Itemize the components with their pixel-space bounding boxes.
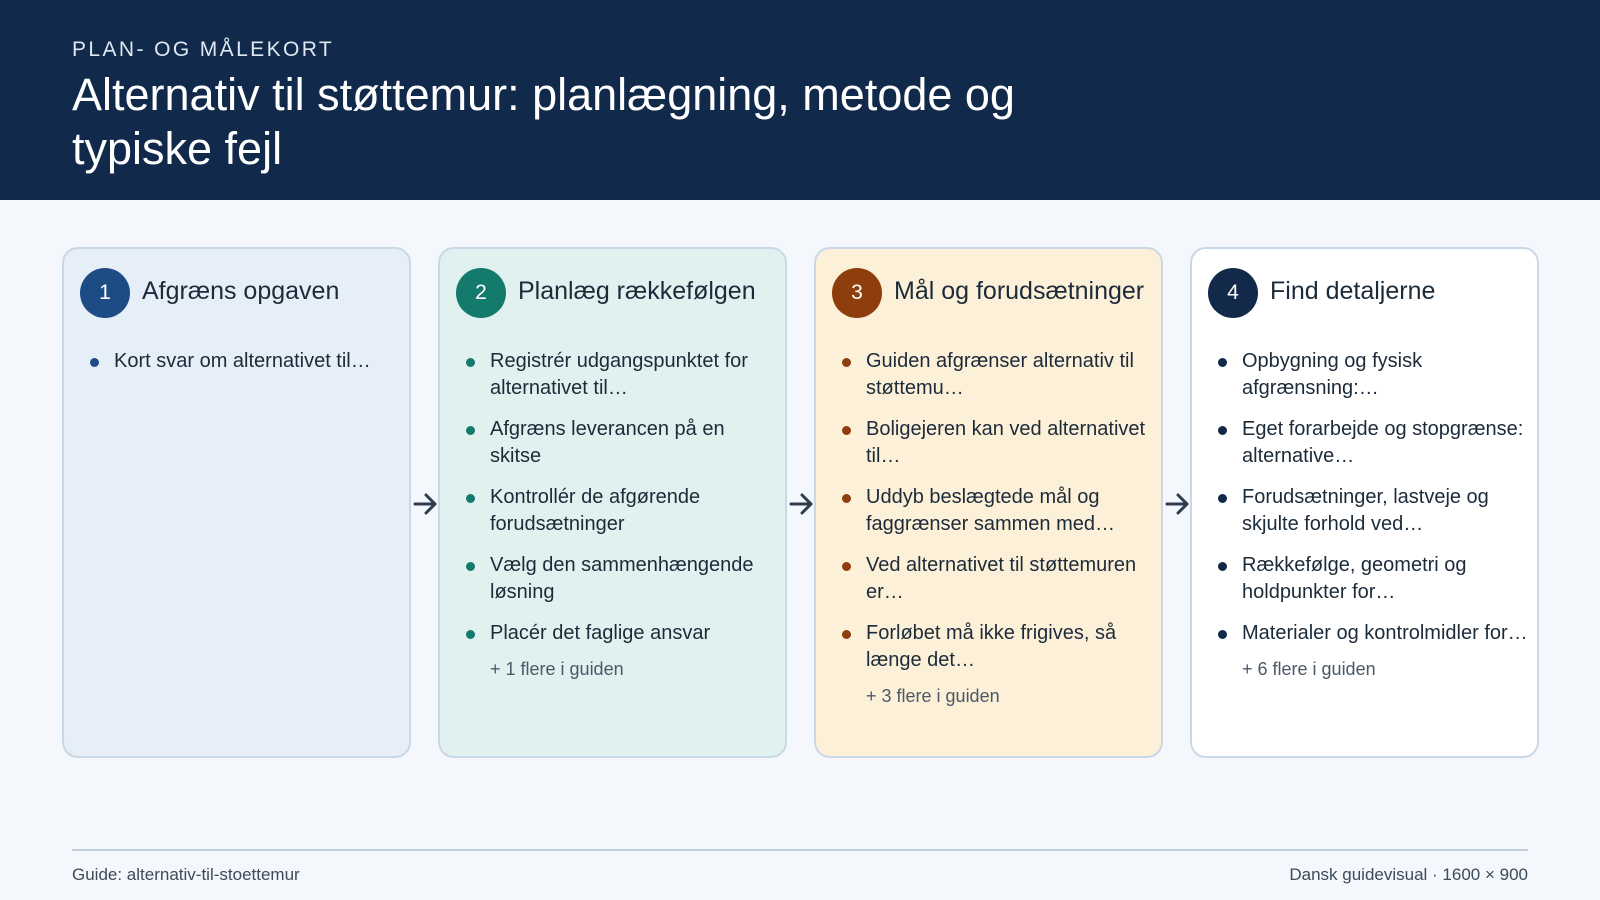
bullet-icon [1218, 494, 1227, 503]
item-text: Forudsætninger, lastveje og skjulte forhold ved… [1242, 486, 1489, 535]
list-item [1218, 620, 1528, 647]
list-item [1218, 484, 1528, 538]
header [0, 0, 1600, 200]
arrow-right-icon [788, 489, 816, 519]
item-text: Guiden afgrænser alternativ til støttemu… [866, 350, 1134, 399]
bullet-icon [842, 630, 851, 639]
step-item-list [90, 348, 400, 389]
list-item [842, 620, 1152, 674]
item-text: Rækkefølge, geometri og holdpunkter for… [1242, 554, 1467, 603]
list-item [1218, 416, 1528, 470]
item-text: Kontrollér de afgørende forudsætninger [490, 486, 701, 535]
bullet-icon [466, 358, 475, 367]
bullet-icon [90, 358, 99, 367]
bullet-icon [466, 630, 475, 639]
more-in-guide-note: + 6 flere i guiden [1242, 659, 1376, 679]
item-text: Kort svar om alternativet til… [114, 350, 371, 372]
step-item-list [466, 348, 776, 680]
item-text: Registrér udgangspunktet for alternativet til… [490, 350, 748, 399]
item-text: Vælg den sammenhængende løsning [490, 554, 754, 603]
bullet-icon [1218, 358, 1227, 367]
item-text: Ved alternativet til støttemuren er… [866, 554, 1137, 603]
arrow-right-icon [412, 489, 440, 519]
bullet-icon [466, 426, 475, 435]
list-item [466, 416, 776, 470]
list-item [466, 552, 776, 606]
item-text: Forløbet må ikke frigives, så længe det… [866, 622, 1117, 671]
step-title: Mål og forudsætninger [894, 277, 1145, 305]
step-number-badge: 4 [1208, 268, 1258, 318]
item-text: Placér det faglige ansvar [490, 622, 711, 644]
step-title: Find detaljerne [1270, 277, 1436, 305]
bullet-icon [1218, 426, 1227, 435]
list-item [842, 552, 1152, 606]
item-text: Eget forarbejde og stopgrænse: alternative… [1242, 418, 1524, 467]
footer-guide-slug: Guide: alternativ-til-stoettemur [72, 865, 300, 884]
bullet-icon [842, 426, 851, 435]
footer-caption: Dansk guidevisual · 1600 × 900 [1289, 865, 1528, 884]
footer-divider [72, 849, 1528, 851]
step-number-badge: 2 [456, 268, 506, 318]
list-item [842, 484, 1152, 538]
list-item [466, 620, 776, 647]
step-item-list [1218, 348, 1528, 680]
bullet-icon [1218, 630, 1227, 639]
step-card-3 [814, 247, 1163, 758]
list-item [842, 416, 1152, 470]
step-title: Afgræns opgaven [142, 277, 340, 305]
bullet-icon [466, 494, 475, 503]
bullet-icon [842, 494, 851, 503]
list-item [1218, 552, 1528, 606]
item-text: Opbygning og fysisk afgrænsning:… [1242, 350, 1423, 399]
item-text: Uddyb beslægtede mål og faggrænser sammen med… [866, 486, 1115, 535]
step-number-badge: 3 [832, 268, 882, 318]
step-title: Planlæg rækkefølgen [518, 277, 756, 305]
list-item [1218, 348, 1528, 402]
step-card-4 [1190, 247, 1539, 758]
step-card-2 [438, 247, 787, 758]
item-text: Materialer og kontrolmidler for… [1242, 622, 1528, 644]
list-item [466, 348, 776, 402]
bullet-icon [466, 562, 475, 571]
item-text: Boligejeren kan ved alternativet til… [866, 418, 1146, 467]
more-in-guide-note: + 1 flere i guiden [490, 659, 624, 679]
page-title: Alternativ til støttemur: planlægning, metode og typiske fejl [72, 69, 1015, 174]
item-text: Afgræns leverancen på en skitse [490, 418, 725, 467]
arrow-right-icon [1164, 489, 1192, 519]
step-item-list [842, 348, 1152, 707]
eyebrow-label: PLAN- OG MÅLEKORT [72, 38, 335, 61]
step-number-badge: 1 [80, 268, 130, 318]
bullet-icon [842, 562, 851, 571]
bullet-icon [1218, 562, 1227, 571]
list-item [466, 484, 776, 538]
list-item [90, 348, 400, 375]
step-card-1 [62, 247, 411, 758]
more-in-guide-note: + 3 flere i guiden [866, 686, 1000, 706]
bullet-icon [842, 358, 851, 367]
list-item [842, 348, 1152, 402]
